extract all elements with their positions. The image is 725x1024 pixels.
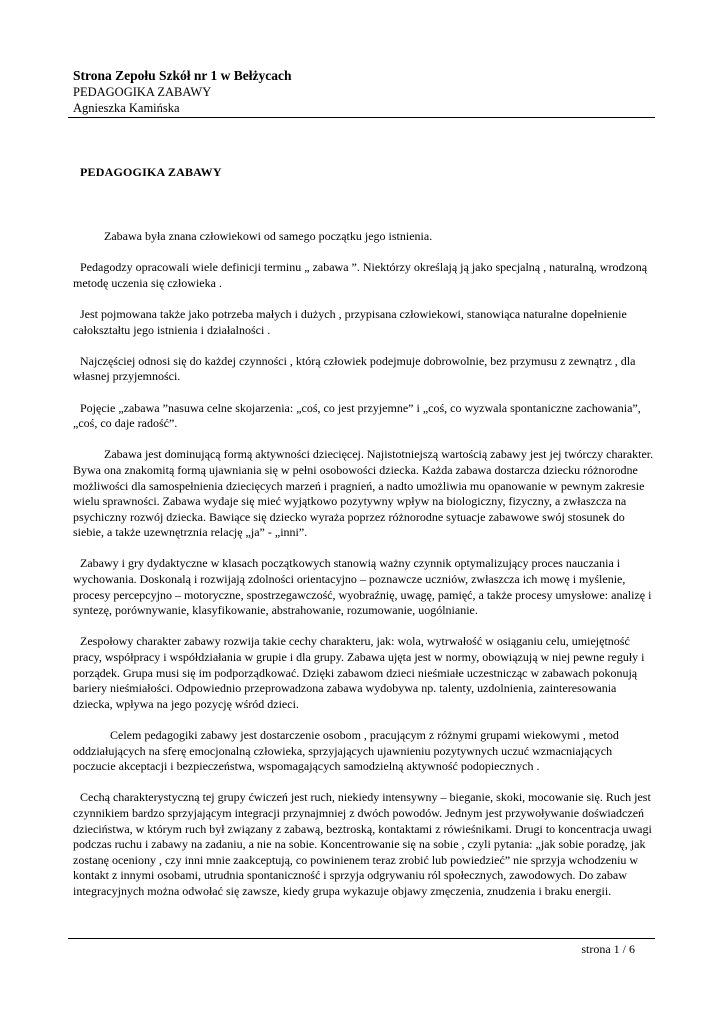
paragraph: Zespołowy charakter zabawy rozwija takie cechy charakteru, jak: wola, wytrwałość w osiąganiu celu, umiejętność pracy, współpracy i współdziałania w grupie i dla grupy. Zabawa ujęta jest w normy, obowiązują w niej pewne reguły i porządek. Grupa musi się im podporządkować. Dzięki zabawom dzieci nieśmiałe uczestnicząc w zabawach pokonują bariery nieśmiałości. Odpowiednio przeprowadzona zabawa wydobywa np. talenty, uzdolnienia, zainteresowania dziecka, wpływa na jego pozycję wśród dzieci. — [73, 634, 645, 711]
header-divider — [68, 117, 655, 118]
paragraph: Cechą charakterystyczną tej grupy ćwiczeń jest ruch, niekiedy intensywny – bieganie, skoki, mocowanie się. Ruch jest czynnikiem bardzo sprzyjającym integracji przynajmniej z dwóch powodów. Jednym jest przywoływanie doświadczeń dzieciństwa, w którym ruch był związany z zabawą, beztroską, kontaktami z rówieśnikami. Drugi to koncentracja uwagi podczas ruchu i zabawy na zadaniu, a nie na sobie. Koncentrowanie się na sobie , czyli pytania: „jak sobie poradzę, jak zostanę oceniony , czy inni mnie zaakceptują, co powinienem teraz zrobić lub powiedzieć” nie sprzyja wchodzeniu w kontakt z innymi osobami, utrudnia spontaniczność i sprzyja odgrywaniu ról społecznych, zawodowych. Do zabaw integracyjnych można odwołać się zawsze, kiedy grupa wykazuje objawy zmęczenia, znudzenia i braku energii. — [73, 790, 652, 898]
page-header — [73, 68, 653, 116]
site-title: Strona Zepołu Szkół nr 1 w Bełżycach — [73, 68, 292, 83]
paragraph: Zabawa jest dominującą formą aktywności dziecięcej. Najistotniejszą wartością zabawy jest jej twórczy charakter. Bywa ona znakomitą formą ujawniania się w pełni osobowości dziecka. Każda zabawa dostarcza dziecku różnorodne możliwości dla samospełnienia dziecięcych marzeń i pragnień, a nadto umożliwia mu opanowanie w pewnym zakresie wielu sprawności. Zabawa wydaje się mieć wyjątkowo pozytywny wpływ na biologiczny, fizyczny, a zwłaszcza na psychiczny rozwój dziecka. Bawiące się dziecko wyraża poprzez różnorodne sytuacje zabawowe swój stosunek do siebie, a także uzewnętrznia relację „ja” - „inni”. — [73, 447, 654, 540]
document-title: PEDAGOGIKA ZABAWY — [80, 165, 222, 179]
paragraph: Zabawa była znana człowiekowi od samego początku jego istnienia. — [104, 229, 433, 243]
document-body — [73, 229, 655, 915]
paragraph: Jest pojmowana także jako potrzeba małych i dużych , przypisana człowiekowi, stanowiąca naturalne dopełnienie całokształtu jego istnienia i działalności . — [73, 306, 627, 337]
paragraph: Celem pedagogiki zabawy jest dostarczenie osobom , pracującym z różnymi grupami wiekowymi , metod oddziałujących na sferę emocjonalną człowieka, sprzyjających ujawnieniu pozytywnych uczuć wzmacniających poczucie akceptacji i bezpieczeństwa, wspomagających samodzielną aktywność podopiecznych . — [73, 728, 619, 774]
paragraph: Najczęściej odnosi się do każdej czynności , którą człowiek podejmuje dobrowolnie, bez przymusu z zewnątrz , dla własnej przyjemności. — [73, 353, 636, 384]
paragraph: Pedagodzy opracowali wiele definicji terminu „ zabawa ”. Niektórzy określają ją jako specjalną , naturalną, wrodzoną metodę uczenia się człowieka . — [73, 260, 648, 290]
footer-divider — [68, 938, 655, 939]
paragraph: Pojęcie „zabawa ”nasuwa celne skojarzenia: „coś, co jest przyjemne” i „coś, co wyzwala spontaniczne zachowania”, „coś, co daje radość”. — [73, 400, 641, 431]
author-name: Agnieszka Kamińska — [73, 101, 180, 115]
paragraph: Zabawy i gry dydaktyczne w klasach początkowych stanowią ważny czynnik optymalizujący proces nauczania i wychowania. Doskonalą i rozwijają zdolności orientacyjno – poznawcze uczniów, zwłaszcza ich mowę i myślenie, procesy percepcyjno – motoryczne, spostrzegawczość, wyobraźnię, uwagę, pamięć, a także procesy umysłowe: analizę i syntezę, porównywanie, klasyfikowanie, abstrahowanie, rozumowanie, uogólnianie. — [73, 556, 652, 618]
page-number: strona 1 / 6 — [581, 942, 635, 956]
section-name: PEDAGOGIKA ZABAWY — [73, 85, 212, 99]
